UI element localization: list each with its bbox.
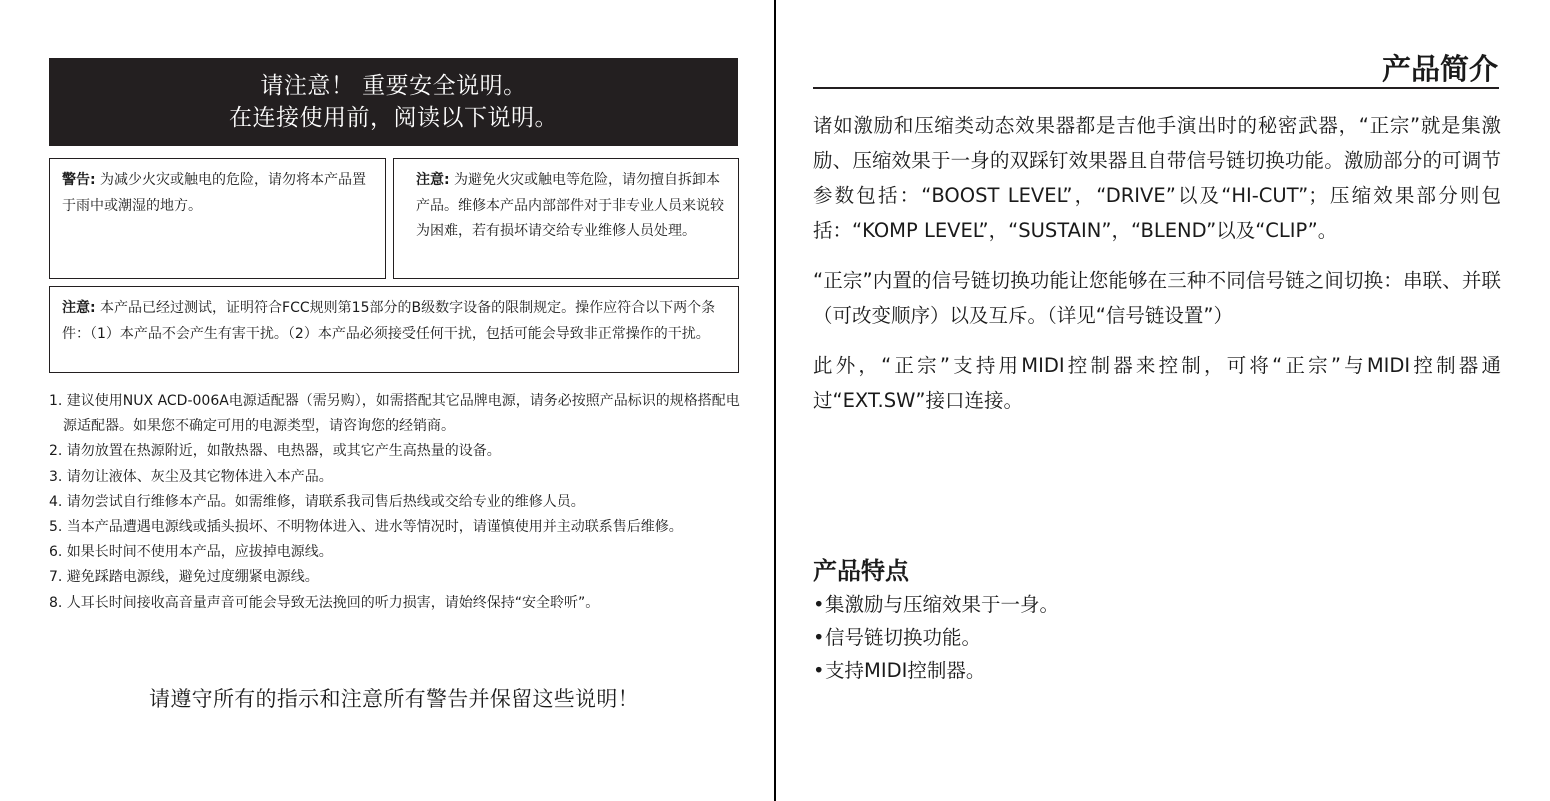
caution-text: 为避免火灾或触电等危险，请勿擅自拆卸本产品。维修本产品内部部件对于非专业人员来说较为困难，若有损坏请交给专业维修人员处理。	[416, 172, 724, 239]
feature-text: 信号链切换功能。	[825, 626, 982, 649]
feature-item	[813, 654, 1059, 687]
product-intro-body	[813, 108, 1501, 433]
intro-paragraph: 此外，“正宗”支持用MIDI控制器来控制，可将“正宗”与MIDI控制器通过“EXT.SW”接口连接。	[813, 354, 1501, 412]
instruction-item: 7. 避免踩踏电源线，避免过度绷紧电源线。	[49, 569, 319, 586]
feature-text: 集激励与压缩效果于一身。	[825, 593, 1060, 616]
features-title: 产品特点	[813, 557, 909, 585]
fcc-text: 本产品已经过测试，证明符合FCC规则第15部分的B级数字设备的限制规定。操作应符合以下两个条件：（1）本产品不会产生有害干扰。（2）本产品必须接受任何干扰，包括可能会导致非正常操作的干扰。	[62, 300, 716, 342]
instruction-item: 8. 人耳长时间接收高音量声音可能会导致无法挽回的听力损害，请始终保持“安全聆听”。	[49, 594, 600, 611]
closing-note: 请遵守所有的指示和注意所有警告并保留这些说明！	[149, 687, 639, 711]
instruction-item: 1. 建议使用NUX ACD-006A电源适配器（需另购），如需搭配其它品牌电源，请务必按照产品标识的规格搭配电源适配器。如果您不确定可用的电源类型，请咨询您的经销商。	[49, 393, 740, 435]
instruction-item: 4. 请勿尝试自行维修本产品。如需维修，请联系我司售后热线或交给专业的维修人员。	[49, 493, 585, 510]
instruction-item: 2. 请勿放置在热源附近，如散热器、电热器，或其它产生高热量的设备。	[49, 443, 501, 460]
caution-box	[393, 158, 739, 279]
warning-label: 警告:	[62, 172, 96, 188]
right-page	[776, 0, 1550, 801]
feature-item	[813, 588, 1059, 621]
safety-instructions-list	[49, 389, 741, 616]
feature-text: 支持MIDI控制器。	[825, 659, 986, 682]
product-intro-title: 产品简介	[1381, 52, 1498, 86]
fcc-label: 注意:	[62, 300, 96, 316]
fcc-notice-box	[49, 286, 739, 373]
banner-line-1: 请注意！ 重要安全说明。	[260, 73, 527, 99]
intro-paragraph: 诸如激励和压缩类动态效果器都是吉他手演出时的秘密武器，“正宗”就是集激励、压缩效果于一身的双踩钉效果器且自带信号链切换功能。激励部分的可调节参数包括：“BOOST LEVEL”，“DRIVE”以及“HI-CUT”；压缩效果部分则包括：“KOMP LEVEL”，“SUSTAIN”，“BLEND”以及“CLIP”。	[813, 114, 1501, 242]
bullet-icon: •	[813, 593, 825, 616]
banner-line-2: 在连接使用前，阅读以下说明。	[229, 105, 558, 131]
instruction-item: 6. 如果长时间不使用本产品，应拔掉电源线。	[49, 544, 333, 561]
instruction-item: 3. 请勿让液体、灰尘及其它物体进入本产品。	[49, 468, 333, 485]
instruction-item: 5. 当本产品遭遇电源线或插头损坏、不明物体进入、进水等情况时，请谨慎使用并主动联系售后维修。	[49, 519, 683, 536]
features-list	[813, 588, 1059, 687]
bullet-icon: •	[813, 659, 825, 682]
bullet-icon: •	[813, 626, 825, 649]
title-underline	[813, 87, 1499, 89]
caution-label: 注意:	[416, 172, 450, 188]
feature-item	[813, 621, 1059, 654]
warning-text: 为减少火灾或触电的危险，请勿将本产品置于雨中或潮湿的地方。	[62, 172, 367, 214]
warning-box	[49, 158, 386, 279]
intro-paragraph: “正宗”内置的信号链切换功能让您能够在三种不同信号链之间切换：串联、并联（可改变顺序）以及互斥。（详见“信号链设置”）	[813, 269, 1501, 327]
safety-banner	[49, 58, 738, 146]
